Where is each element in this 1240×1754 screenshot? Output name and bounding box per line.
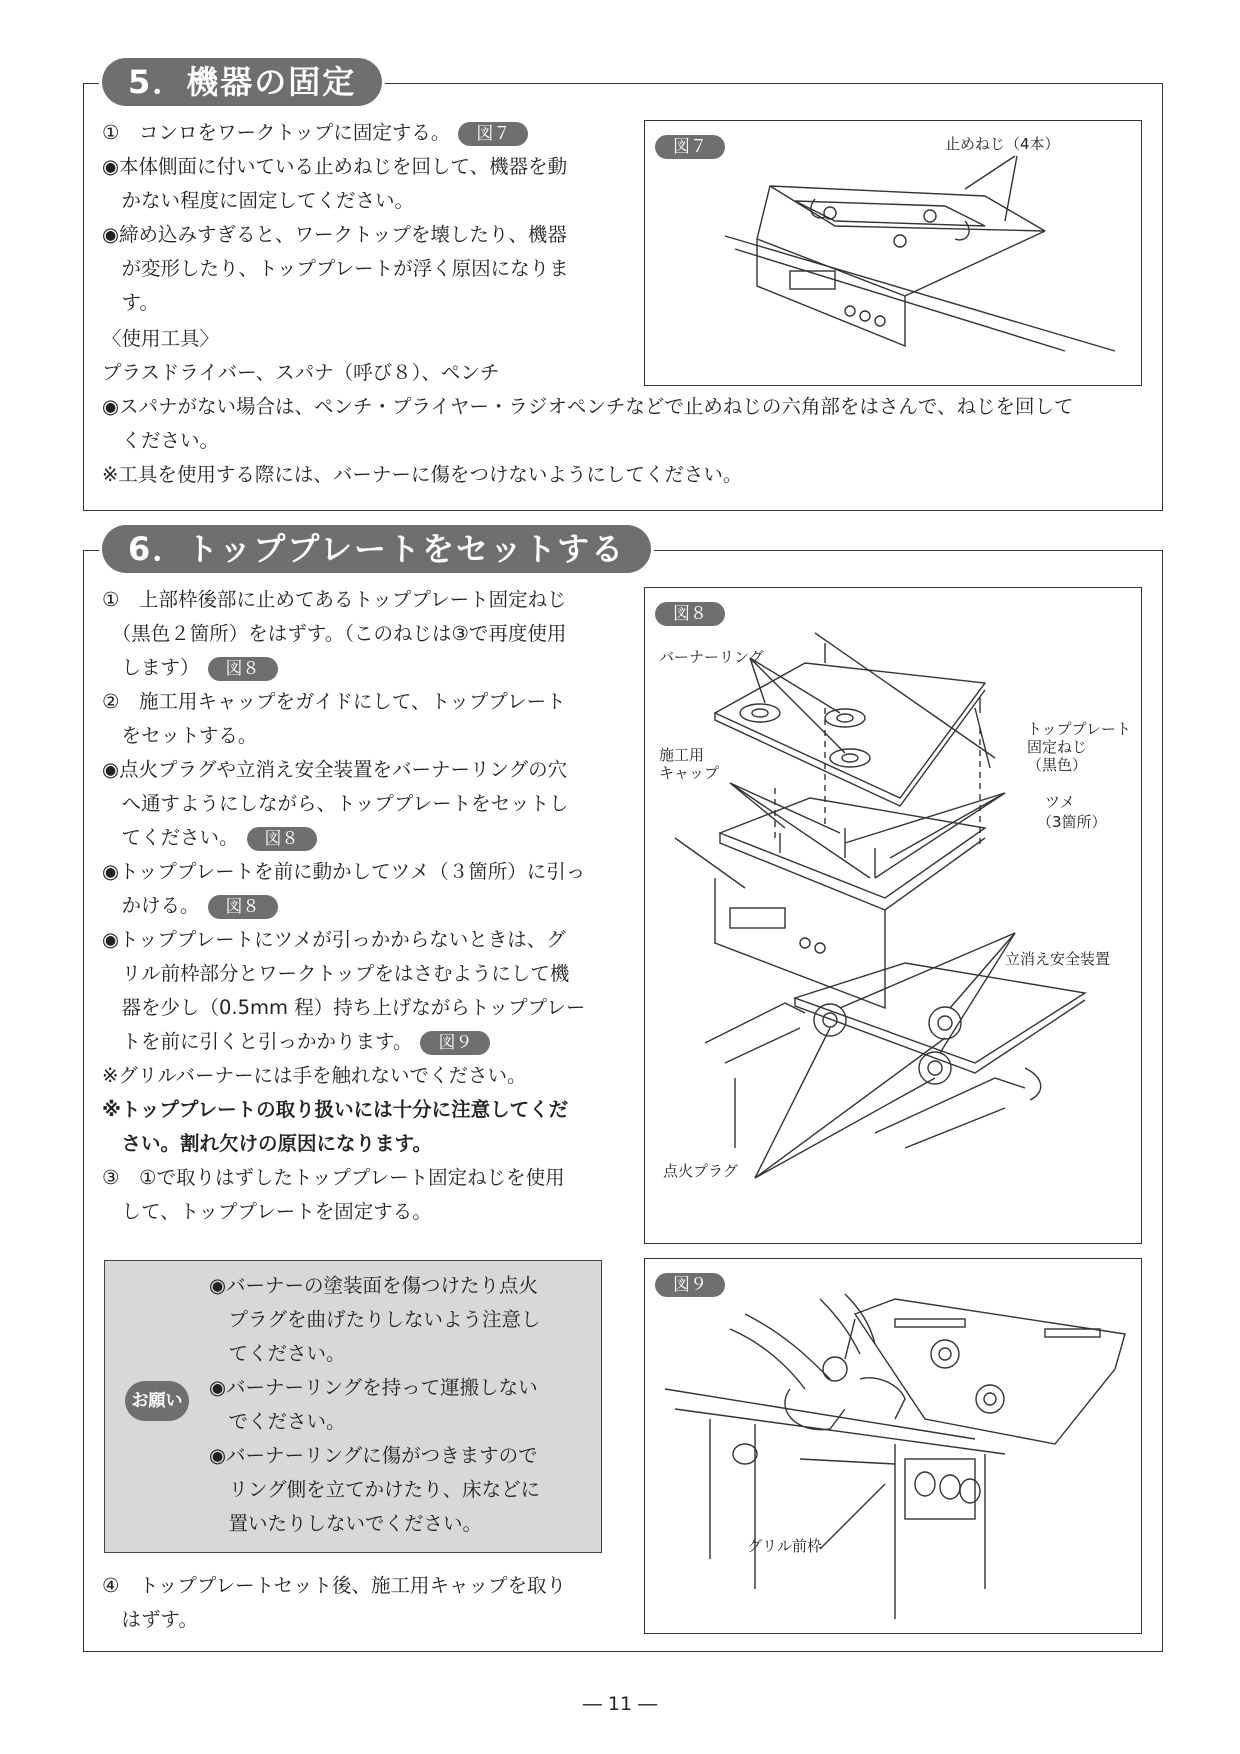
fig8-claw-label-1: ツメ — [1045, 793, 1075, 811]
fig9-tag: 図９ — [655, 1273, 725, 1297]
fig8-cap-label-1: 施工用 — [659, 746, 705, 764]
figure-8-drawing — [645, 588, 1141, 1243]
fig8-ref-tag-2: 図８ — [247, 827, 317, 851]
note-line-0: ◉バーナーの塗装面を傷つけたり点火 — [209, 1274, 539, 1297]
figure-7-drawing — [645, 121, 1141, 385]
s5-line-5: す。 — [102, 291, 159, 314]
s5-line-4: が変形したり、トッププレートが浮く原因になりま — [102, 257, 569, 280]
s6-line-10: ◉トッププレートにツメが引っかからないときは、グ — [102, 928, 566, 951]
s6-line-2: します） 図８ — [102, 651, 278, 685]
note-line-1: プラグを曲げたりしないよう注意し — [209, 1308, 541, 1331]
fig8-burner-ring-label: バーナーリング — [659, 648, 764, 666]
s5-line-1: ◉本体側面に付いている止めねじを回して、機器を動 — [102, 155, 568, 178]
s5-line-2: かない程度に固定してください。 — [102, 189, 415, 212]
s5-line-0: ① コンロをワークトップに固定する。 図７ — [102, 116, 528, 150]
section-5-title: 5．機器の固定 — [102, 58, 382, 106]
s6-step4-line-0: ④ トッププレートセット後、施工用キャップを取り — [102, 1574, 567, 1597]
s6-line-0: ① 上部枠後部に止めてあるトッププレート固定ねじ — [102, 588, 567, 611]
s6-step4-line-1: はずす。 — [102, 1608, 198, 1631]
s5-line-7: プラスドライバー、スパナ（呼び８）、ペンチ — [102, 361, 500, 384]
s6-line-18: して、トッププレートを固定する。 — [102, 1200, 432, 1223]
s6-line-12: 器を少し（0.5mm 程）持ち上げながらトッププレー — [102, 996, 586, 1019]
figure-9 — [644, 1258, 1142, 1634]
s6-line-1: （黒色２箇所）をはずす。（このねじは③で再度使用 — [102, 622, 567, 645]
note-line-3: ◉バーナーリングを持って運搬しない — [209, 1376, 538, 1399]
figure-7 — [644, 120, 1142, 386]
onegai-badge: お願い — [125, 1381, 189, 1421]
fig8-cap-label-2: キャップ — [659, 764, 720, 782]
fig7-tag: 図７ — [655, 135, 725, 159]
section-6-title: 6．トッププレートをセットする — [102, 525, 651, 573]
figure-8 — [644, 587, 1142, 1244]
section-6 — [83, 530, 1163, 1652]
caution-note-box — [104, 1260, 602, 1553]
s6-line-8: ◉トッププレートを前に動かしてツメ（３箇所）に引っ — [102, 860, 586, 883]
fig8-safety-device-label: 立消え安全装置 — [1005, 950, 1111, 968]
fig8-screw-label-2: 固定ねじ — [1027, 738, 1088, 756]
note-line-6: リング側を立てかけたり、床などに — [209, 1478, 541, 1501]
s6-line-4: をセットする。 — [102, 724, 258, 747]
s6-line-6: へ通すようにしながら、トッププレートをセットし — [102, 792, 569, 815]
s5-line-3: ◉締め込みすぎると、ワークトップを壊したり、機器 — [102, 223, 567, 246]
fig8-claw-label-2: （3箇所） — [1037, 813, 1107, 831]
fig8-screw-label-1: トッププレート — [1027, 720, 1131, 738]
fig7-ref-tag: 図７ — [458, 122, 528, 146]
s6-line-13: トを前に引くと引っかかります。 図９ — [102, 1025, 490, 1059]
s6-line-9: かける。 図８ — [102, 889, 278, 923]
fig8-screw-label-3: （黒色） — [1027, 756, 1088, 774]
s6-line-3: ② 施工用キャップをガイドにして、トッププレート — [102, 690, 566, 713]
s6-line-5: ◉点火プラグや立消え安全装置をバーナーリングの穴 — [102, 758, 568, 781]
note-line-7: 置いたりしないでください。 — [209, 1512, 483, 1535]
s6-line-15: ※トッププレートの取り扱いには十分に注意してくだ — [102, 1098, 569, 1121]
fig8-tag: 図８ — [655, 602, 725, 626]
note-line-5: ◉バーナーリングに傷がつきますので — [209, 1444, 538, 1467]
s5-line-8: ◉スパナがない場合は、ペンチ・プライヤー・ラジオペンチなどで止めねじの六角部をはさんで、ねじを回して — [102, 395, 1074, 418]
note-line-4: でください。 — [209, 1410, 346, 1433]
fig9-grill-frame-label: グリル前枠 — [747, 1537, 823, 1555]
s6-line-11: リル前枠部分とワークトップをはさむようにして機 — [102, 962, 570, 985]
s6-line-16: さい。割れ欠けの原因になります。 — [102, 1132, 432, 1155]
s6-line-14: ※グリルバーナーには手を触れないでください。 — [102, 1064, 527, 1087]
fig9-ref-tag: 図９ — [420, 1031, 490, 1055]
fig8-ref-tag-1: 図８ — [208, 657, 278, 681]
fig8-ref-tag-3: 図８ — [208, 895, 278, 919]
fig8-igniter-label: 点火プラグ — [663, 1162, 739, 1180]
s6-line-17: ③ ①で取りはずしたトッププレート固定ねじを使用 — [102, 1166, 565, 1189]
note-line-2: てください。 — [209, 1342, 346, 1365]
figure-9-drawing — [645, 1259, 1141, 1633]
s5-line-10: ※工具を使用する際には、バーナーに傷をつけないようにしてください。 — [102, 463, 743, 486]
section-5 — [83, 63, 1163, 511]
fig7-screws-label: 止めねじ（4本） — [945, 135, 1060, 153]
page-number: ― 11 ― — [582, 1693, 658, 1715]
s5-line-6: 〈使用工具〉 — [102, 327, 220, 350]
s5-line-9: ください。 — [102, 429, 220, 452]
s6-line-7: てください。 図８ — [102, 821, 317, 855]
